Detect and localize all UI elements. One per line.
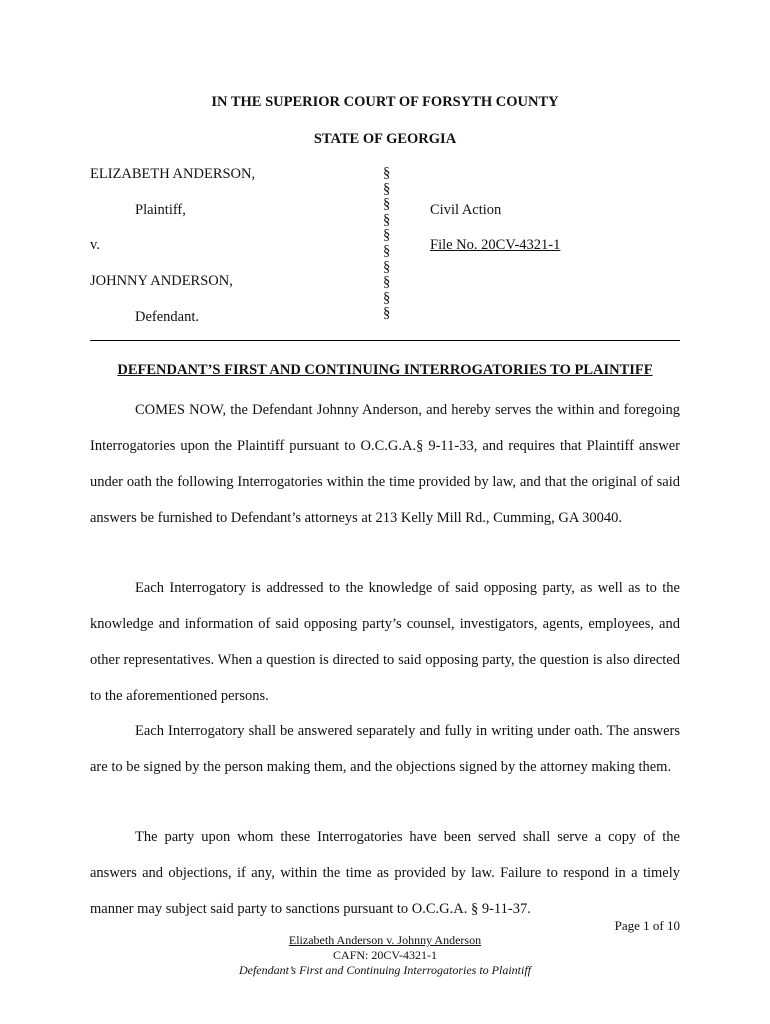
footer-cafn: CAFN: 20CV-4321-1 [333, 948, 437, 962]
paragraph-text: The party upon whom these Interrogatories have been served shall serve a copy of the answers and objections, if any, within the time as provided by law. Failure to respond in a timely manner may subject said party to sanctions pursuant to O.C.G.A. § 9-11-37. [90, 829, 680, 917]
paragraph-text: Each Interrogatory is addressed to the knowledge of said opposing party, as well as to the knowledge and information of said opposing party’s counsel, investigators, agents, employees, and other representatives. When a question is directed to said opposing party, the question is also directed to the aforementioned persons. [90, 580, 680, 704]
document-heading: DEFENDANT’S FIRST AND CONTINUING INTERROGATORIES TO PLAINTIFF [117, 362, 653, 378]
civil-action-label: Civil Action [430, 202, 502, 218]
state-title: STATE OF GEORGIA [313, 131, 457, 147]
section-symbol: § [383, 305, 391, 322]
section-symbol: § [383, 242, 391, 259]
plaintiff-role: Plaintiff, [135, 202, 186, 218]
section-symbol: § [383, 227, 391, 244]
section-symbol-column [383, 166, 390, 322]
paragraph-intro [90, 392, 680, 536]
paragraph-text: Each Interrogatory shall be answered separately and fully in writing under oath. The answers are to be signed by the person making them, and the objections signed by the attorney making them. [90, 723, 680, 775]
section-symbol: § [383, 165, 391, 181]
paragraph-answers [90, 713, 680, 785]
defendant-name: JOHNNY ANDERSON, [90, 273, 233, 289]
section-symbol: § [383, 180, 391, 197]
footer-doc-title: Defendant’s First and Continuing Interrogatories to Plaintiff [238, 963, 531, 977]
page-number: Page 1 of 10 [614, 918, 680, 933]
plaintiff-name: ELIZABETH ANDERSON, [90, 166, 256, 182]
caption-divider [90, 340, 680, 341]
paragraph-scope [90, 570, 680, 714]
paragraph-service [90, 819, 680, 927]
court-title: IN THE SUPERIOR COURT OF FORSYTH COUNTY [211, 94, 559, 110]
file-number: File No. 20CV-4321-1 [430, 237, 561, 253]
section-symbol: § [383, 289, 391, 306]
paragraph-text: COMES NOW, the Defendant Johnny Anderson, and hereby serves the within and foregoing Interrogatories upon the Plaintiff pursuant to O.C.G.A.§ 9-11-33, and requires that Plaintiff answer under oath the following Interrogatories within the time provided by law, and that the original of said answers be furnished to Defendant’s attorneys at 213 Kelly Mill Rd., Cumming, GA 30040. [90, 402, 680, 526]
section-symbol: § [383, 196, 391, 213]
section-symbol: § [383, 258, 391, 275]
defendant-role: Defendant. [135, 309, 200, 325]
versus-label: v. [90, 237, 100, 253]
section-symbol: § [383, 274, 391, 291]
section-symbol: § [383, 211, 391, 228]
footer-case-name: Elizabeth Anderson v. Johnny Anderson [288, 933, 482, 947]
